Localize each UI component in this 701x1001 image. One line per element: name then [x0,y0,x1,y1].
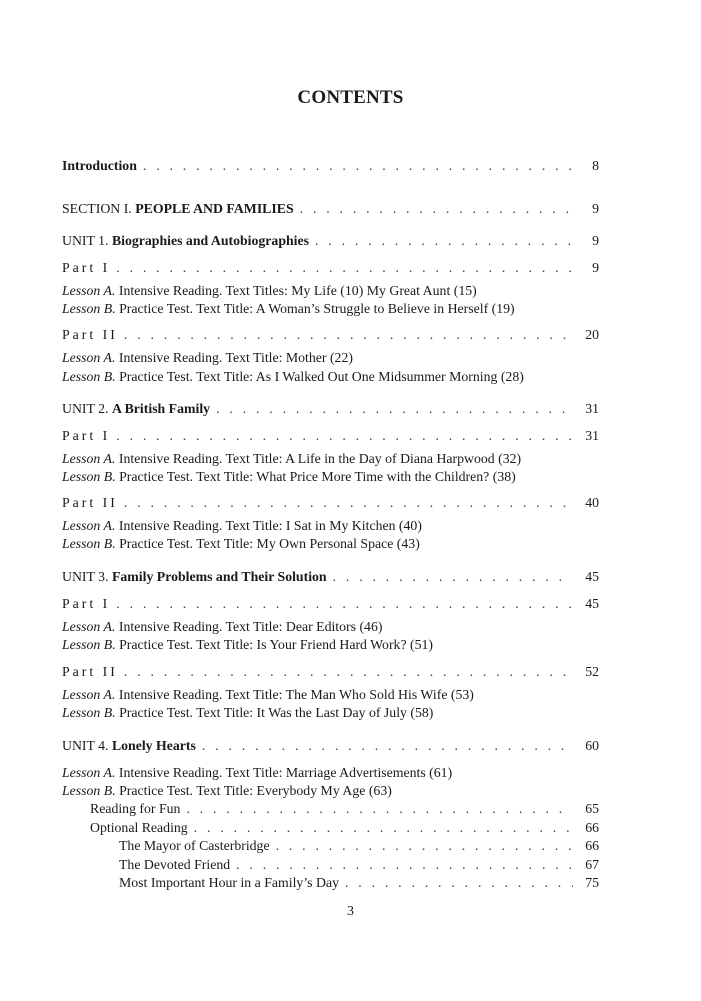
toc-entry-optional-reading-item[interactable] [119,836,599,856]
unit-prefix: UNIT 4. [62,738,109,753]
dot-leader [186,799,573,819]
toc-entry-label: Introduction [62,158,137,173]
lesson-entry[interactable] [62,635,433,655]
toc-entry-label: Most Important Hour in a Family’s Day [119,875,339,890]
lesson-entry[interactable] [62,516,422,536]
lesson-entry[interactable] [62,703,433,723]
unit-prefix: UNIT 1. [62,233,109,248]
lesson-text: Practice Test. Text Title: It Was the Last Day of July (58) [119,705,434,720]
toc-entry-label: Part II [62,495,118,510]
toc-entry-unit-2-part-2[interactable] [62,493,599,513]
lesson-entry[interactable] [62,617,382,637]
lesson-tag: Lesson B. [62,536,116,551]
lesson-entry[interactable] [62,449,521,469]
toc-entry-optional-reading-item[interactable] [119,873,599,893]
toc-entry-optional-reading[interactable] [90,818,599,838]
lesson-text: Practice Test. Text Title: As I Walked Out One Midsummer Morning (28) [119,369,524,384]
unit-prefix: UNIT 2. [62,401,109,416]
lesson-tag: Lesson A. [62,283,116,298]
lesson-text: Intensive Reading. Text Title: Dear Editors (46) [118,619,383,634]
dot-leader [315,231,573,251]
dot-leader [216,399,573,419]
toc-entry-unit-2-part-1[interactable] [62,426,599,446]
lesson-tag: Lesson B. [62,301,116,316]
section-prefix: SECTION I. [62,201,132,216]
toc-entry-page: 52 [585,664,599,679]
toc-entry-page: 20 [585,327,599,342]
toc-entry-unit-3[interactable] [62,567,599,587]
unit-name: Family Problems and Their Solution [111,569,327,584]
lesson-tag: Lesson A. [62,451,116,466]
toc-entry-page: 66 [585,820,599,835]
toc-entry-page: 45 [585,596,599,611]
toc-entry-unit-2[interactable] [62,399,599,419]
toc-entry-label: The Devoted Friend [119,857,231,872]
lesson-entry[interactable] [62,367,524,387]
toc-entry-unit-3-part-1[interactable] [62,594,599,614]
toc-entry-page: 66 [585,838,599,853]
toc-entry-label [62,399,210,419]
dot-leader [143,156,573,176]
toc-entry-label: Part II [62,664,118,679]
lesson-tag: Lesson A. [62,687,116,702]
dot-leader [276,836,573,856]
toc-entry-label [62,231,309,251]
unit-name: A British Family [111,401,211,416]
lesson-text: Practice Test. Text Title: My Own Personal Space (43) [119,536,420,551]
lesson-tag: Lesson B. [62,369,116,384]
dot-leader [333,567,573,587]
toc-entry-reading-for-fun[interactable] [90,799,599,819]
lesson-entry[interactable] [62,467,516,487]
toc-entry-label: Optional Reading [90,820,188,835]
toc-entry-page: 67 [585,857,599,872]
lesson-text: Intensive Reading. Text Title: A Life in the Day of Diana Harpwood (32) [118,451,522,466]
toc-entry-page: 9 [592,233,599,248]
toc-entry-page: 65 [585,801,599,816]
dot-leader [116,594,573,614]
lesson-entry[interactable] [62,299,515,319]
lesson-text: Intensive Reading. Text Title: The Man Who Sold His Wife (53) [118,687,474,702]
toc-entry-label [62,567,327,587]
dot-leader [300,199,573,219]
lesson-entry[interactable] [62,781,392,801]
lesson-text: Intensive Reading. Text Titles: My Life (10) My Great Aunt (15) [118,283,477,298]
toc-entry-label: Reading for Fun [90,801,181,816]
page-title: CONTENTS [297,87,404,108]
toc-entry-page: 60 [585,738,599,753]
toc-entry-unit-1-part-2[interactable] [62,325,599,345]
dot-leader [116,258,573,278]
dot-leader [124,325,573,345]
toc-entry-page: 9 [592,260,599,275]
lesson-entry[interactable] [62,534,420,554]
toc-entry-label: Part I [62,260,111,275]
lesson-tag: Lesson B. [62,705,116,720]
dot-leader [124,662,573,682]
dot-leader [202,736,573,756]
lesson-tag: Lesson B. [62,637,116,652]
lesson-text: Practice Test. Text Title: What Price More Time with the Children? (38) [119,469,516,484]
toc-entry-page: 31 [585,401,599,416]
toc-entry-page: 45 [585,569,599,584]
lesson-text: Intensive Reading. Text Title: Marriage Advertisements (61) [118,765,453,780]
toc-entry-label [62,736,196,756]
lesson-entry[interactable] [62,685,474,705]
toc-entry-page: 31 [585,428,599,443]
unit-prefix: UNIT 3. [62,569,109,584]
dot-leader [116,426,573,446]
lesson-tag: Lesson B. [62,469,116,484]
dot-leader [124,493,573,513]
lesson-tag: Lesson A. [62,619,116,634]
lesson-tag: Lesson B. [62,783,116,798]
toc-entry-section-1[interactable] [62,199,599,219]
toc-entry-introduction[interactable] [62,156,599,176]
dot-leader [194,818,573,838]
toc-entry-page: 8 [592,158,599,173]
unit-name: Biographies and Autobiographies [111,233,309,248]
lesson-tag: Lesson A. [62,765,116,780]
toc-entry-optional-reading-item[interactable] [119,855,599,875]
toc-entry-label [62,199,294,219]
lesson-text: Intensive Reading. Text Title: Mother (22) [118,350,353,365]
lesson-entry[interactable] [62,281,477,301]
dot-leader [236,855,573,875]
page-number: 3 [347,904,354,919]
toc-entry-page: 40 [585,495,599,510]
toc-entry-unit-3-part-2[interactable] [62,662,599,682]
dot-leader [345,873,573,893]
lesson-text: Practice Test. Text Title: Everybody My Age (63) [119,783,392,798]
toc-entry-unit-4[interactable] [62,736,599,756]
lesson-text: Practice Test. Text Title: Is Your Friend Hard Work? (51) [119,637,434,652]
lesson-entry[interactable] [62,348,353,368]
toc-entry-label: Part II [62,327,118,342]
toc-entry-label: The Mayor of Casterbridge [119,838,270,853]
unit-name: Lonely Hearts [111,738,196,753]
toc-entry-label: Part I [62,596,111,611]
lesson-text: Intensive Reading. Text Title: I Sat in My Kitchen (40) [118,518,422,533]
toc-entry-page: 9 [592,201,599,216]
lesson-tag: Lesson A. [62,518,116,533]
toc-entry-unit-1[interactable] [62,231,599,251]
lesson-text: Practice Test. Text Title: A Woman’s Struggle to Believe in Herself (19) [119,301,515,316]
toc-entry-label: Part I [62,428,111,443]
lesson-entry[interactable] [62,763,452,783]
section-name: PEOPLE AND FAMILIES [135,201,294,216]
lesson-tag: Lesson A. [62,350,116,365]
toc-entry-unit-1-part-1[interactable] [62,258,599,278]
toc-entry-page: 75 [585,875,599,890]
